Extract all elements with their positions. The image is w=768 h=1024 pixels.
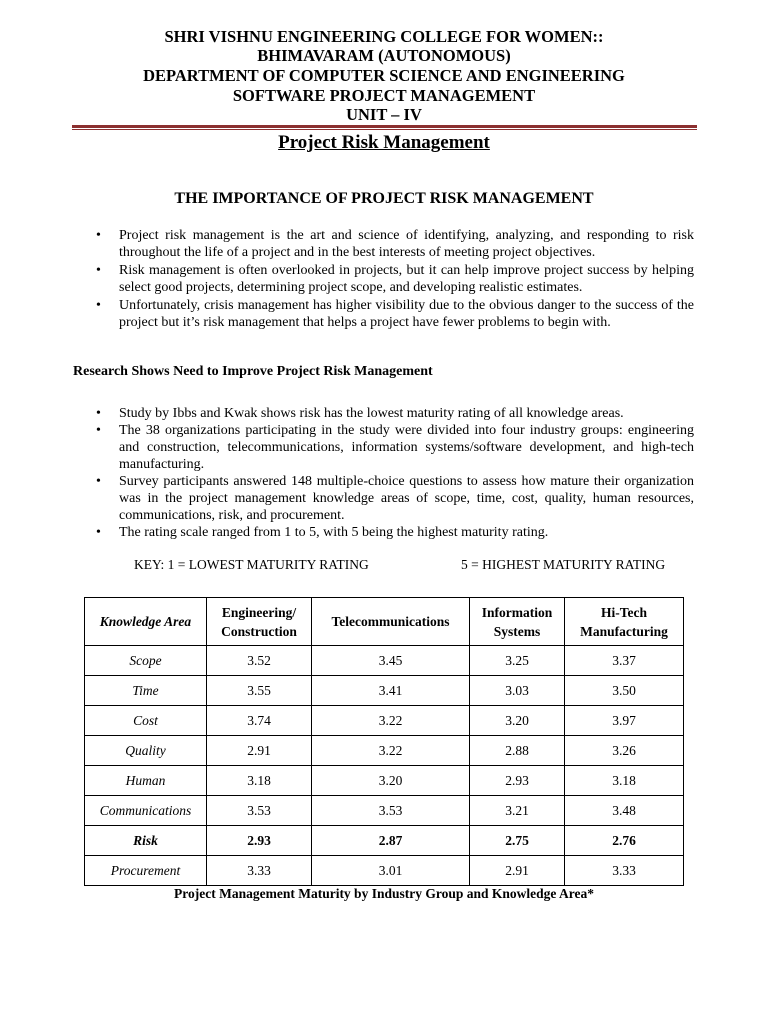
table-cell: 3.53: [207, 796, 312, 826]
table-cell: Procurement: [85, 856, 207, 886]
table-cell: 3.25: [470, 646, 565, 676]
table-cell: 3.45: [312, 646, 470, 676]
list-item: • Study by Ibbs and Kwak shows risk has the lowest maturity rating of all knowledge areas.: [96, 405, 694, 422]
table-row: [85, 796, 684, 826]
course-name: SOFTWARE PROJECT MANAGEMENT: [232, 86, 536, 105]
table-row: [85, 856, 684, 886]
table-cell: 3.33: [207, 856, 312, 886]
list-item: • Project risk management is the art and science of identifying, analyzing, and responding to risk throughout the life of a project and in the best interests of meeting project objectives.: [96, 227, 694, 261]
table-cell: 3.03: [470, 676, 565, 706]
header-rule-thin: [72, 129, 697, 130]
table-cell: Communications: [85, 796, 207, 826]
table-row: [85, 646, 684, 676]
table-cell: 3.41: [312, 676, 470, 706]
column-header: Knowledge Area: [85, 598, 207, 646]
table-cell: 2.76: [565, 826, 684, 856]
research-bullet-list: [96, 405, 694, 541]
table-cell: 3.50: [565, 676, 684, 706]
table-cell: 3.18: [207, 766, 312, 796]
table-cell: 2.91: [470, 856, 565, 886]
table-row: [85, 736, 684, 766]
table-caption: Project Management Maturity by Industry Group and Knowledge Area*: [174, 886, 594, 901]
table-cell: 3.18: [565, 766, 684, 796]
section-heading: THE IMPORTANCE OF PROJECT RISK MANAGEMENT: [174, 190, 594, 207]
table-cell: 2.91: [207, 736, 312, 766]
list-item: • The 38 organizations participating in the study were divided into four industry groups: engineering and construction, telecommunications, information systems/software development, and high-tech manufacturing.: [96, 422, 694, 473]
table-cell: 3.22: [312, 736, 470, 766]
column-header: Information Systems: [470, 598, 565, 646]
list-item: • Survey participants answered 148 multiple-choice questions to assess how mature their organization was in the project management knowledge areas of scope, time, cost, quality, human resources, communications, risk, and procurement.: [96, 473, 694, 524]
table-cell: 3.01: [312, 856, 470, 886]
table-cell: 2.88: [470, 736, 565, 766]
table-cell: 3.74: [207, 706, 312, 736]
table-cell: 3.53: [312, 796, 470, 826]
table-cell: 2.93: [470, 766, 565, 796]
table-cell: 3.21: [470, 796, 565, 826]
research-heading: Research Shows Need to Improve Project Risk Management: [73, 364, 433, 379]
page-title: Project Risk Management: [278, 132, 490, 153]
column-header: Engineering/ Construction: [207, 598, 312, 646]
table-cell: 3.33: [565, 856, 684, 886]
table-cell: 3.22: [312, 706, 470, 736]
importance-bullet-list: [96, 227, 694, 332]
list-item: • The rating scale ranged from 1 to 5, with 5 being the highest maturity rating.: [96, 524, 694, 541]
list-item: • Risk management is often overlooked in projects, but it can help improve project success by helping select good projects, determining project scope, and developing realistic estimates.: [96, 262, 694, 296]
table-cell: 2.87: [312, 826, 470, 856]
unit-label: UNIT – IV: [346, 105, 422, 124]
key-lowest: KEY: 1 = LOWEST MATURITY RATING: [134, 557, 369, 572]
table-cell: Cost: [85, 706, 207, 736]
table-cell: Human: [85, 766, 207, 796]
column-header: Hi-Tech Manufacturing: [565, 598, 684, 646]
table-cell: 3.20: [470, 706, 565, 736]
table-cell: 3.48: [565, 796, 684, 826]
maturity-table: [84, 597, 684, 886]
table-cell: 3.55: [207, 676, 312, 706]
key-highest: 5 = HIGHEST MATURITY RATING: [461, 557, 666, 572]
column-header: Telecommunications: [312, 598, 470, 646]
table-row: [85, 766, 684, 796]
department-name: DEPARTMENT OF COMPUTER SCIENCE AND ENGINEERING: [143, 66, 625, 85]
table-cell: 3.97: [565, 706, 684, 736]
table-row: [85, 676, 684, 706]
table-cell: Scope: [85, 646, 207, 676]
table-row: [85, 706, 684, 736]
college-name: SHRI VISHNU ENGINEERING COLLEGE FOR WOMEN::: [164, 27, 604, 46]
table-cell: Quality: [85, 736, 207, 766]
table-cell: 3.20: [312, 766, 470, 796]
table-cell: Time: [85, 676, 207, 706]
table-cell: 2.93: [207, 826, 312, 856]
table-cell: 3.26: [565, 736, 684, 766]
table-cell: Risk: [85, 826, 207, 856]
table-cell: 2.75: [470, 826, 565, 856]
college-location: BHIMAVARAM (AUTONOMOUS): [257, 46, 511, 65]
table-header-row: [85, 598, 684, 646]
table-cell: 3.52: [207, 646, 312, 676]
table-row-risk: [85, 826, 684, 856]
list-item: • Unfortunately, crisis management has higher visibility due to the obvious danger to the success of the project but it’s risk management that helps a project have fewer problems to begin with.: [96, 297, 694, 331]
table-cell: 3.37: [565, 646, 684, 676]
header-rule-thick: [72, 125, 697, 128]
